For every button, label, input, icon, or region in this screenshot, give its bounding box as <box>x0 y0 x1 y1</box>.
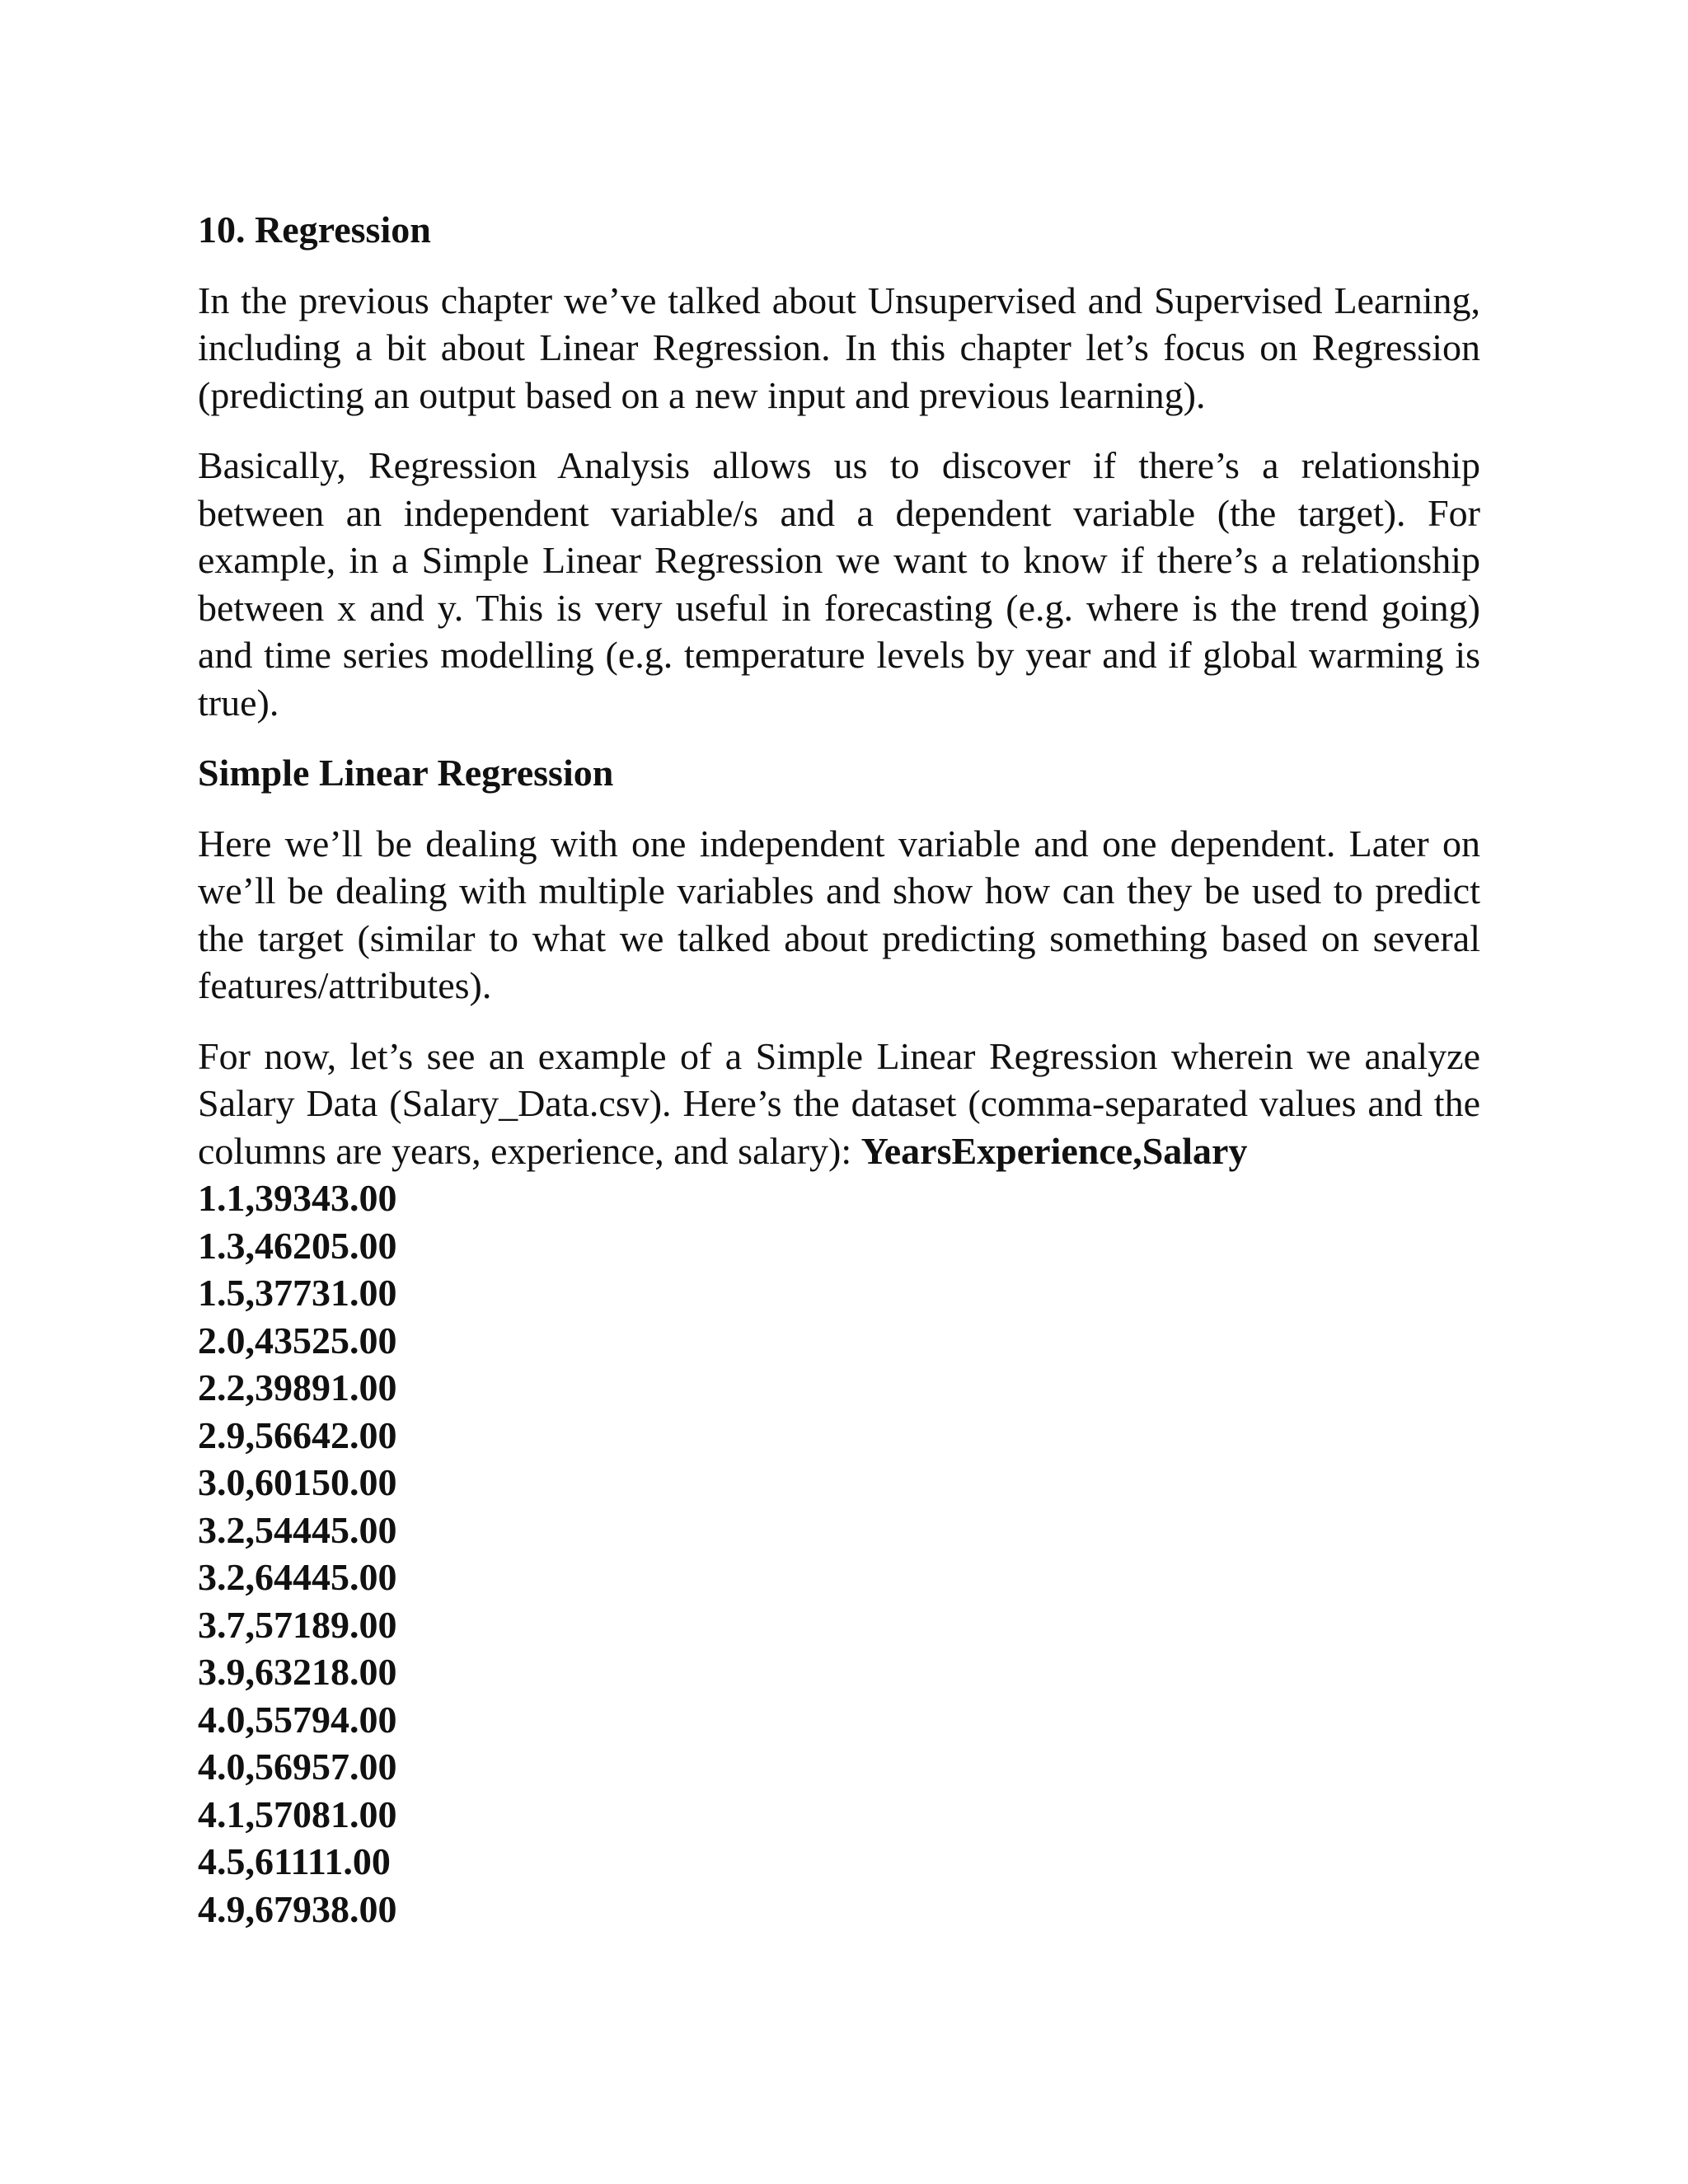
dataset-row: 3.9,63218.00 <box>198 1651 397 1693</box>
dataset-row: 1.3,46205.00 <box>198 1224 397 1267</box>
section-paragraph-2-text: For now, let’s see an example of a Simple Linear Regression wherein we analyze Salary Data (Salary_Data.csv). Here’s the dataset (comma-separated values and the columns are years, experience, and salary): <box>198 1034 1480 1172</box>
document-page <box>198 206 1480 1933</box>
section-paragraph-1: Here we’ll be dealing with one independent variable and one dependent. Later on we’ll be dealing with multiple variables and show how can they be used to predict the target (similar to what we talked about predicting something based on several features/attributes). <box>198 822 1480 1006</box>
intro-paragraph-1: In the previous chapter we’ve talked about Unsupervised and Supervised Learning, including a bit about Linear Regression. In this chapter let’s focus on Regression (predicting an output based on a new input and previous learning). <box>198 279 1480 416</box>
section-title: Simple Linear Regression <box>198 752 614 794</box>
dataset-row: 4.0,55794.00 <box>198 1698 397 1741</box>
dataset-rows <box>198 1174 1480 1933</box>
dataset-row: 1.1,39343.00 <box>198 1177 397 1219</box>
dataset-row: 4.1,57081.00 <box>198 1793 397 1835</box>
dataset-row: 1.5,37731.00 <box>198 1272 397 1314</box>
dataset-row: 2.0,43525.00 <box>198 1319 397 1361</box>
dataset-row: 3.7,57189.00 <box>198 1603 397 1646</box>
dataset-row: 3.0,60150.00 <box>198 1461 397 1503</box>
dataset-row: 3.2,64445.00 <box>198 1556 397 1598</box>
chapter-title: 10. Regression <box>198 209 431 251</box>
dataset-row: 2.9,56642.00 <box>198 1413 397 1456</box>
dataset-header: YearsExperience,Salary <box>860 1129 1248 1172</box>
dataset-row: 4.5,61111.00 <box>198 1840 391 1882</box>
dataset-row: 4.9,67938.00 <box>198 1887 397 1930</box>
dataset-row: 4.0,56957.00 <box>198 1746 397 1788</box>
dataset-row: 2.2,39891.00 <box>198 1366 397 1408</box>
dataset-row: 3.2,54445.00 <box>198 1508 397 1551</box>
intro-paragraph-2: Basically, Regression Analysis allows us to discover if there’s a relationship between an independent variable/s and a dependent variable (the target). For example, in a Simple Linear Regression we want to know if there’s a relationship between x and y. This is very useful in forecasting (e.g. where is the trend going) and time series modelling (e.g. temperature levels by year and if global warming is true). <box>198 444 1480 724</box>
section-paragraph-2 <box>198 1033 1480 1175</box>
